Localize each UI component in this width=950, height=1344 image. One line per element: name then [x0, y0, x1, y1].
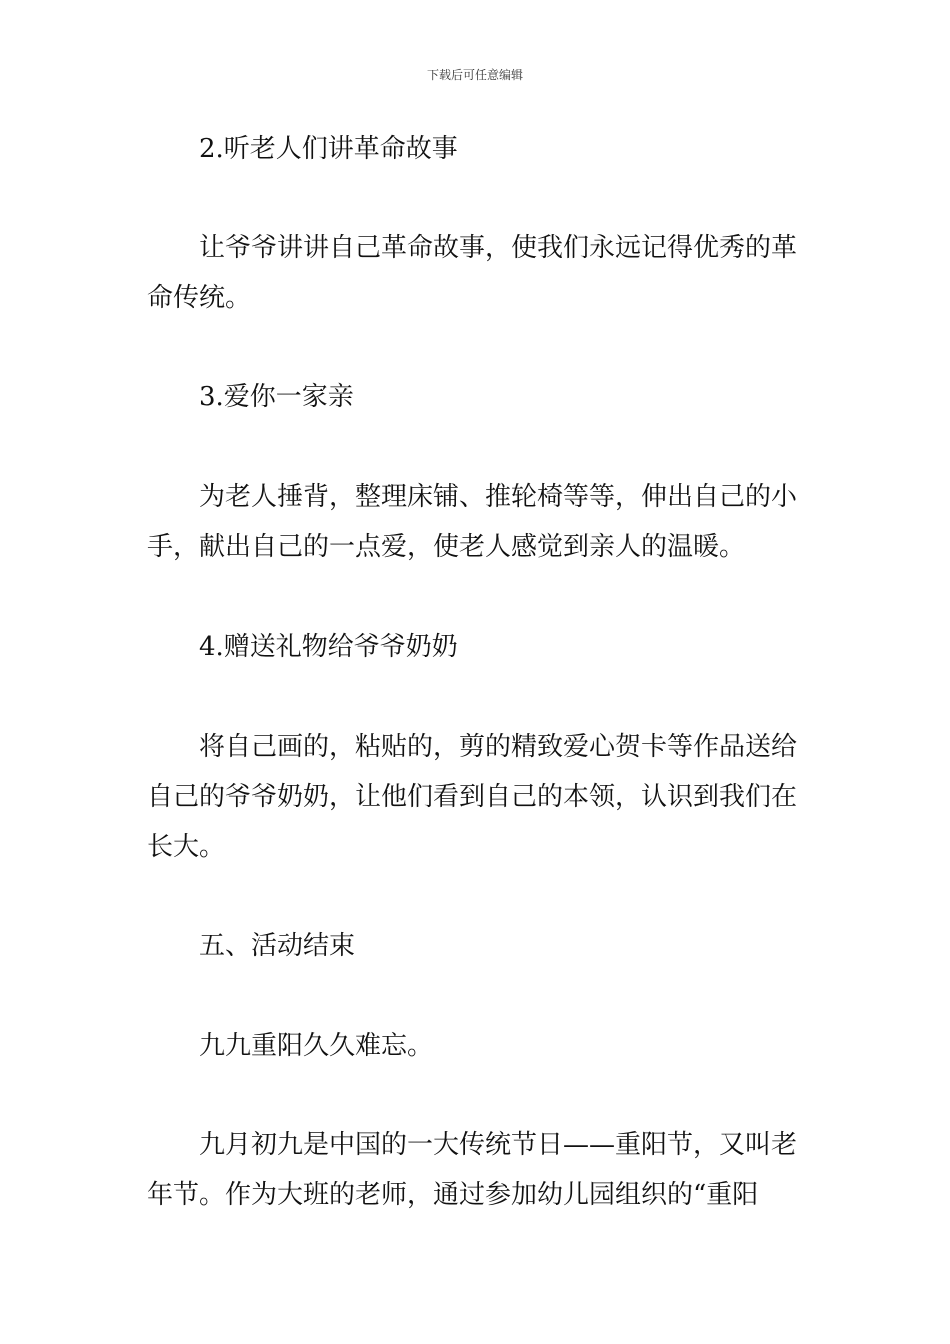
paragraph-unforgettable: 九九重阳久久难忘。	[199, 1031, 434, 1061]
heading-story: 2.听老人们讲革命故事	[199, 134, 458, 164]
header-note: 下载后可任意编辑	[426, 68, 523, 82]
heading-gifts: 4.赠送礼物给爷爷奶奶	[199, 632, 458, 662]
paragraph-festival: 九月初九是中国的一大传统节日——重阳节，又叫老年节。作为大班的老师，通过参加幼儿园组织的“重阳	[147, 1130, 798, 1210]
heading-end: 五、活动结束	[199, 931, 356, 961]
paragraph-story: 让爷爷讲讲自己革命故事，使我们永远记得优秀的革命传统。	[147, 233, 798, 313]
paragraph-gifts: 将自己画的，粘贴的，剪的精致爱心贺卡等作品送给自己的爷爷奶奶，让他们看到自己的本领，认识到我们在长大。	[147, 732, 798, 862]
heading-family: 3.爱你一家亲	[199, 382, 354, 412]
paragraph-family: 为老人捶背，整理床铺、推轮椅等等，伸出自己的小手，献出自己的一点爱，使老人感觉到亲人的温暖。	[147, 482, 798, 562]
